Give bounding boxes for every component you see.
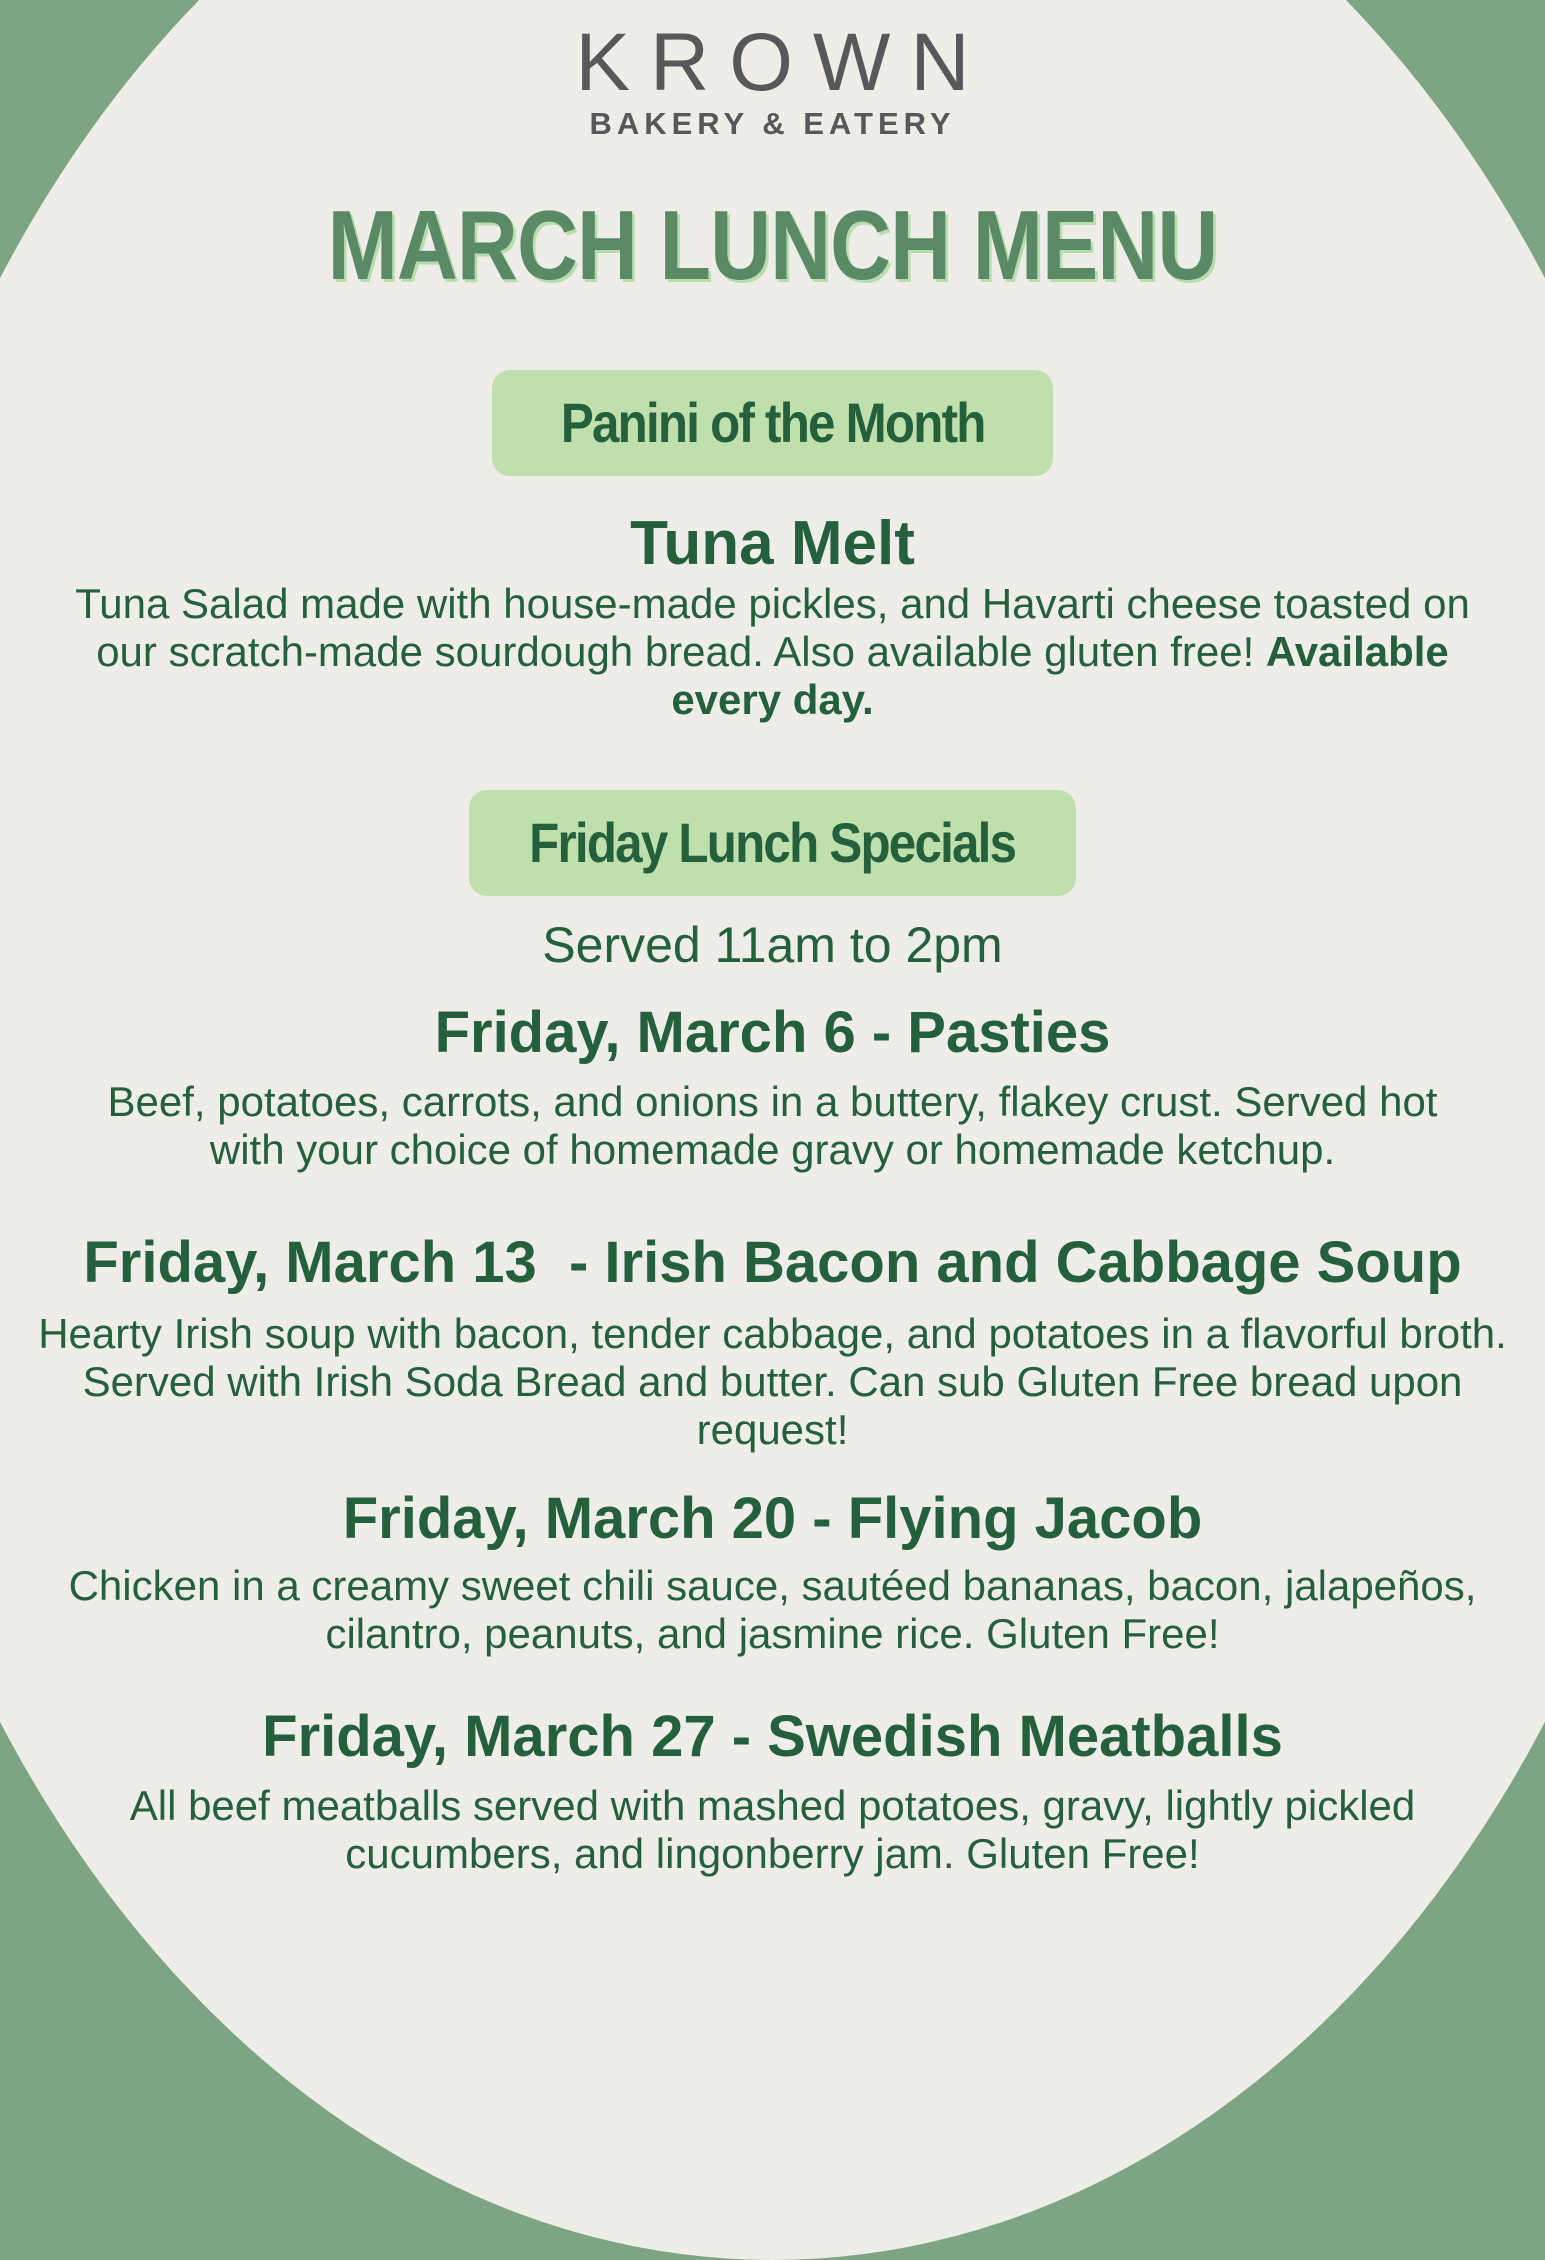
special-description: Hearty Irish soup with bacon, tender cabbage, and potatoes in a flavorful broth. Served with Irish Soda Bread and butter. Can sub Gluten Free bread upon request!	[38, 1310, 1507, 1453]
special-description: Beef, potatoes, carrots, and onions in a buttery, flakey crust. Served hot with your choice of homemade gravy or homemade ketchup.	[107, 1078, 1438, 1173]
panini-description	[40, 580, 1505, 724]
page-title: MARCH LUNCH MENU	[327, 190, 1218, 300]
panini-availability-note: Available every day.	[671, 628, 1449, 723]
served-hours: Served 11am to 2pm	[542, 917, 1003, 973]
friday-section-label: Friday Lunch Specials	[469, 790, 1076, 896]
special-heading: Friday, March 6 - Pasties	[434, 1000, 1111, 1065]
logo-tagline: BAKERY & EATERY	[589, 106, 956, 141]
special-heading: Friday, March 13 - Irish Bacon and Cabbage Soup	[83, 1230, 1462, 1295]
special-description: All beef meatballs served with mashed potatoes, gravy, lightly pickled cucumbers, and lingonberry jam. Gluten Free!	[129, 1782, 1416, 1877]
logo	[0, 17, 1545, 142]
special-heading: Friday, March 27 - Swedish Meatballs	[262, 1704, 1283, 1769]
panini-name: Tuna Melt	[630, 509, 915, 578]
special-description: Chicken in a creamy sweet chili sauce, sautéed bananas, bacon, jalapeños, cilantro, peanuts, and jasmine rice. Gluten Free!	[68, 1562, 1477, 1657]
special-heading: Friday, March 20 - Flying Jacob	[342, 1486, 1203, 1551]
panini-section-label: Panini of the Month	[492, 370, 1053, 476]
logo-name: KROWN	[575, 17, 990, 108]
panini-description-text: Tuna Salad made with house-made pickles, and Havarti cheese toasted on our scratch-made sourdough bread. Also available gluten free!	[75, 580, 1470, 675]
